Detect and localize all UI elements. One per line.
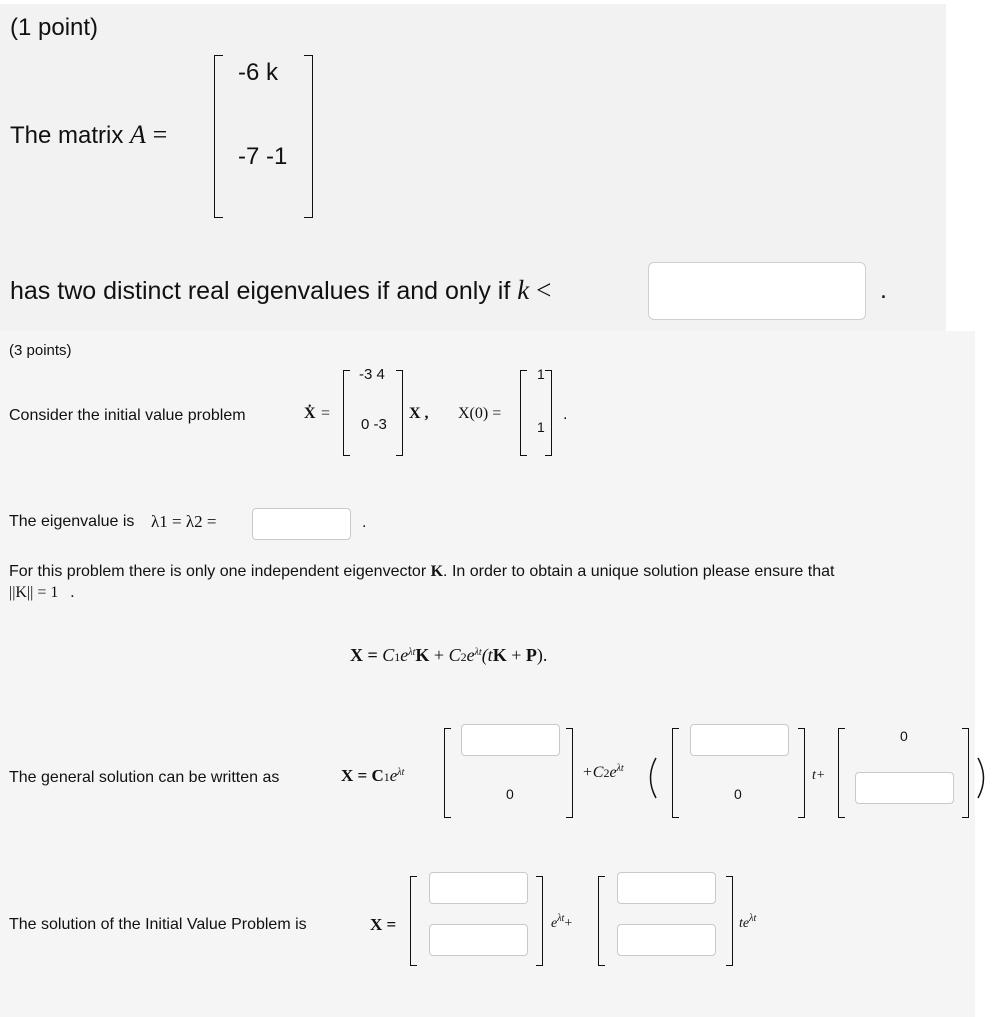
q2-sol-exp: λt: [557, 913, 565, 924]
q2-gen-c2-sub: 2: [603, 766, 610, 780]
q2-form-exp2: λt: [474, 647, 482, 658]
q2-gen-vec1-left-bracket: [444, 728, 451, 818]
q2-form-c2-sub: 2: [460, 650, 467, 664]
q2-sol-exp-term: [551, 913, 573, 932]
q2-eigen-text: The eigenvalue is: [9, 513, 135, 530]
q2-gen-tplus: t+: [812, 768, 826, 783]
q2-eigenvector-symbol: K: [430, 563, 444, 580]
q2-x-comma: X ,: [409, 405, 429, 422]
q1-matrix-row-1: -6 k: [238, 59, 279, 86]
q1-points: (1 point): [10, 14, 99, 41]
q2-gen-vec2-right-bracket: [798, 728, 805, 818]
q2-gen-vec2-zero: 0: [734, 786, 742, 802]
q2-gen-e2: e: [609, 764, 617, 781]
q2-init-left-bracket: [520, 370, 527, 456]
q2-sol-e: e: [551, 916, 558, 931]
q2-form-k: K: [415, 645, 430, 665]
question-2-panel: [0, 331, 975, 1017]
q2-sol-te-term: [739, 913, 757, 932]
q2-sol-x: X =: [370, 915, 397, 934]
q2-eigenvector-line: [9, 563, 834, 581]
q2-gen-vec3-right-bracket: [962, 728, 969, 818]
q1-matrix-label: [10, 120, 167, 150]
q2-sol-vec1-right-bracket: [536, 876, 543, 966]
q2-gen-vec3-bottom-input[interactable]: [855, 772, 954, 804]
q2-sol-vec1-left-bracket: [410, 876, 417, 966]
q2-gen-x: X = C: [341, 766, 384, 785]
q2-lambda-eq: λ1 = λ2 =: [151, 512, 217, 531]
q2-form-c1: C: [382, 645, 395, 665]
q2-xdot: Ẋ: [304, 405, 316, 422]
q2-matrix-row-2: 0 -3: [361, 416, 387, 433]
q2-solution-form: [350, 645, 547, 666]
q2-norm-line: [9, 584, 74, 602]
q2-gen-close-paren: [976, 757, 990, 799]
q2-matrix-right-bracket: [396, 370, 403, 456]
q2-eigenvalue-input[interactable]: [252, 508, 351, 540]
q2-gen-vec3-zero: 0: [900, 728, 908, 744]
q2-gen-open-paren: [644, 757, 658, 799]
q2-sol-vec2-top-input[interactable]: [617, 872, 716, 904]
q2-form-plus2: +: [506, 645, 526, 665]
q2-eigen-period: .: [362, 514, 367, 531]
q2-sol-plus: +: [564, 916, 573, 931]
q2-gen-plus-c2-text: +C: [582, 764, 604, 781]
q2-sol-vec2-right-bracket: [726, 876, 733, 966]
q2-gen-c1-sub: 1: [383, 770, 390, 784]
q2-form-end: ).: [536, 645, 548, 665]
q2-gen-plus-c2: [582, 764, 624, 782]
q2-gen-exp: λt: [397, 767, 405, 778]
q2-form-paren: (t: [481, 645, 493, 665]
q2-ivp-text: Consider the initial value problem: [9, 407, 246, 424]
q2-init-right-bracket: [545, 370, 552, 456]
q1-matrix-symbol: A: [130, 120, 146, 149]
q2-form-exp: λt: [408, 647, 416, 658]
q2-sol-vec1-bottom-input[interactable]: [429, 924, 528, 956]
q2-form-p: P: [525, 645, 537, 665]
q2-gen-vec1-right-bracket: [566, 728, 573, 818]
q1-matrix-right-bracket: [304, 55, 313, 218]
q2-form-c2: C: [448, 645, 461, 665]
q1-k-answer-input[interactable]: [648, 262, 866, 320]
q2-sol-vec2-bottom-input[interactable]: [617, 924, 716, 956]
q1-period: .: [880, 276, 887, 304]
q2-form-c1-sub: 1: [394, 650, 401, 664]
q2-init-row-1: 1: [537, 366, 545, 382]
q2-points: (3 points): [9, 342, 72, 359]
q2-gen-e: e: [389, 766, 398, 785]
q2-gen-vec1-zero: 0: [506, 786, 514, 802]
q2-unique-text: . In order to obtain a unique solution please ensure that: [443, 563, 835, 580]
q2-sol-vec1-top-input[interactable]: [429, 872, 528, 904]
q2-form-plus: +: [429, 645, 449, 665]
q2-form-e2: e: [466, 645, 475, 665]
q1-matrix-prefix: The matrix: [10, 122, 124, 149]
q2-gen-exp2: λt: [616, 763, 624, 774]
q1-condition: [10, 275, 551, 306]
q1-matrix-row-2: -7 -1: [238, 143, 288, 170]
q2-gen-lhs: [341, 766, 404, 786]
q2-xdot-equals: =: [321, 405, 331, 422]
q2-norm-period: .: [70, 584, 75, 601]
q2-matrix-row-1: -3 4: [359, 366, 385, 383]
q2-sol-exp2: λt: [749, 913, 757, 924]
q2-sol-te: te: [739, 916, 750, 931]
q2-norm-text: ||K|| = 1: [9, 584, 59, 601]
q2-gen-vec1-top-input[interactable]: [461, 724, 560, 756]
q2-matrix-left-bracket: [343, 370, 350, 456]
q2-eigenvector-text: For this problem there is only one independent eigenvector: [9, 563, 427, 580]
q2-solution-text: The solution of the Initial Value Problem is: [9, 916, 307, 933]
q2-form-e: e: [400, 645, 409, 665]
q2-ivp-period: .: [563, 406, 568, 423]
q1-matrix-left-bracket: [214, 55, 223, 218]
q1-less-than: <: [536, 275, 552, 305]
q1-condition-text: has two distinct real eigenvalues if and only if: [10, 277, 511, 305]
q2-gen-vec2-top-input[interactable]: [690, 724, 789, 756]
q2-sol-vec2-left-bracket: [598, 876, 605, 966]
q2-form-x: X =: [350, 645, 383, 665]
q1-equals: =: [152, 120, 168, 149]
q2-init-row-2: 1: [537, 419, 545, 435]
q2-x0: X(0) =: [458, 405, 502, 422]
q2-general-text: The general solution can be written as: [9, 769, 280, 786]
q1-k-symbol: k: [517, 275, 530, 305]
q2-gen-vec2-left-bracket: [672, 728, 679, 818]
q2-gen-vec3-left-bracket: [838, 728, 845, 818]
q2-form-k2: K: [492, 645, 507, 665]
